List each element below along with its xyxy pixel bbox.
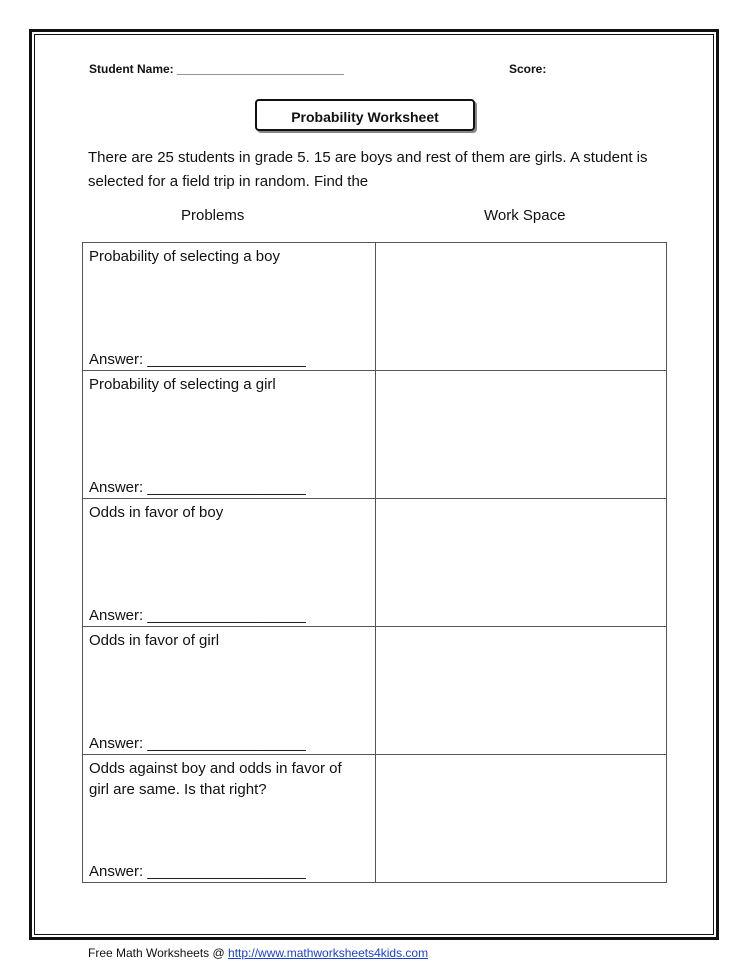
answer-line: Answer: ___________________	[89, 735, 306, 752]
problem-cell	[83, 627, 376, 755]
worksheet-title: Probability Worksheet	[291, 109, 439, 125]
table-row	[83, 243, 667, 371]
footer-link[interactable]: http://www.mathworksheets4kids.com	[228, 946, 429, 960]
footer-prefix: Free Math Worksheets @	[88, 946, 229, 960]
table-row	[83, 499, 667, 627]
problem-statement: There are 25 students in grade 5. 15 are boys and rest of them are girls. A student is selected for a field trip in random. Find the	[88, 149, 648, 190]
answer-line: Answer: ___________________	[89, 351, 306, 368]
question-text: Odds in favor of boy	[89, 504, 224, 521]
problem-cell	[83, 371, 376, 499]
answer-line: Answer: ___________________	[89, 607, 306, 624]
problems-column-header: Problems	[181, 207, 245, 224]
score-label: Score:	[509, 62, 547, 76]
problem-cell	[83, 755, 376, 883]
work-space-cell	[376, 627, 667, 755]
problem-cell	[83, 499, 376, 627]
question-text: Probability of selecting a girl	[89, 376, 276, 393]
work-space-cell	[376, 243, 667, 371]
question-text: Probability of selecting a boy	[89, 248, 280, 265]
answer-line: Answer: ___________________	[89, 863, 306, 880]
table-row	[83, 755, 667, 883]
question-text: Odds in favor of girl	[89, 632, 220, 649]
footer	[88, 946, 428, 960]
answer-line: Answer: ___________________	[89, 479, 306, 496]
work-space-cell	[376, 371, 667, 499]
problems-table	[82, 242, 667, 883]
worksheet-title-box	[255, 99, 475, 131]
student-name-field: Student Name: _________________________	[89, 62, 344, 76]
question-text: Odds against boy and odds in favor of girl are same. Is that right?	[89, 760, 342, 798]
work-space-cell	[376, 755, 667, 883]
table-row	[83, 627, 667, 755]
work-space-column-header: Work Space	[484, 207, 566, 224]
work-space-cell	[376, 499, 667, 627]
table-row	[83, 371, 667, 499]
problem-cell	[83, 243, 376, 371]
